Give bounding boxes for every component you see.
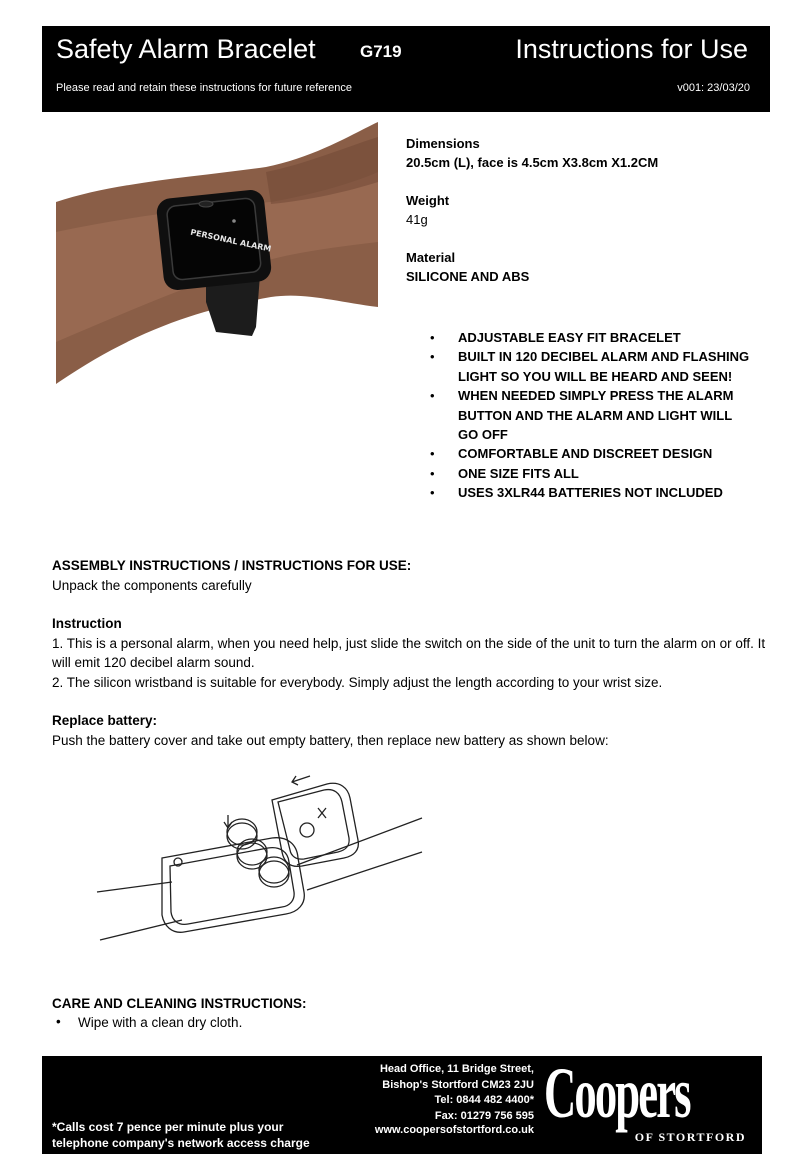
call-cost-note-line-1: *Calls cost 7 pence per minute plus your bbox=[52, 1120, 284, 1134]
assembly-section bbox=[52, 556, 772, 595]
weight-value: 41g bbox=[406, 212, 428, 227]
battery-section bbox=[52, 711, 772, 750]
dimensions-value: 20.5cm (L), face is 4.5cm X3.8cm X1.2CM bbox=[406, 155, 659, 170]
care-heading: CARE AND CLEANING INSTRUCTIONS: bbox=[52, 996, 307, 1011]
address-line-2: Bishop's Stortford CM23 2JU bbox=[382, 1078, 534, 1091]
logo-wordmark: Coopers bbox=[544, 1053, 690, 1133]
feature-item: • ADJUSTABLE EASY FIT BRACELET bbox=[430, 328, 750, 347]
call-cost-note bbox=[52, 1120, 310, 1151]
feature-item: • USES 3XLR44 BATTERIES NOT INCLUDED bbox=[430, 483, 750, 502]
call-cost-note-line-2: telephone company's network access charge bbox=[52, 1135, 310, 1150]
assembly-text: Unpack the components carefully bbox=[52, 577, 252, 593]
alarm-screen-label: PERSONAL ALARM bbox=[189, 227, 273, 254]
footer-banner bbox=[42, 1053, 762, 1154]
instruction-section bbox=[52, 614, 772, 692]
battery-diagram bbox=[92, 770, 432, 950]
material-value: SILICONE AND ABS bbox=[406, 269, 530, 284]
fax: Fax: 01279 756 595 bbox=[434, 1109, 534, 1122]
address-line-1: Head Office, 11 Bridge Street, bbox=[379, 1063, 534, 1075]
document-title: Safety Alarm Bracelet bbox=[56, 34, 316, 64]
weight-label: Weight bbox=[406, 193, 450, 208]
website-link[interactable]: www.coopersofstortford.co.uk bbox=[374, 1124, 534, 1136]
company-address bbox=[342, 1062, 534, 1124]
feature-item: • COMFORTABLE AND DISCREET DESIGN bbox=[430, 444, 750, 463]
document-type: Instructions for Use bbox=[515, 34, 748, 64]
header-banner bbox=[42, 26, 770, 112]
battery-heading: Replace battery: bbox=[52, 713, 158, 728]
material-label: Material bbox=[406, 250, 456, 265]
telephone: Tel: 0844 482 4400* bbox=[434, 1094, 534, 1106]
dimensions-label: Dimensions bbox=[406, 136, 480, 151]
battery-text: Push the battery cover and take out empty battery, then replace new battery as shown below: bbox=[52, 732, 609, 748]
specifications bbox=[406, 134, 658, 305]
care-item: • Wipe with a clean dry cloth. bbox=[52, 1015, 242, 1030]
version-label: v001: 23/03/20 bbox=[677, 82, 750, 94]
logo-subtitle: OF STORTFORD bbox=[634, 1130, 746, 1144]
feature-item: • WHEN NEEDED SIMPLY PRESS THE ALARM BUTTON AND THE ALARM AND LIGHT WILL GO OFF bbox=[430, 386, 750, 444]
care-section bbox=[52, 994, 772, 1014]
feature-item: • ONE SIZE FITS ALL bbox=[430, 464, 750, 483]
feature-item: • BUILT IN 120 DECIBEL ALARM AND FLASHING LIGHT SO YOU WILL BE HEARD AND SEEN! bbox=[430, 347, 750, 386]
coopers-logo bbox=[542, 1053, 760, 1150]
product-code: G719 bbox=[360, 42, 402, 61]
product-photo bbox=[56, 122, 378, 384]
assembly-heading: ASSEMBLY INSTRUCTIONS / INSTRUCTIONS FOR USE: bbox=[52, 558, 412, 573]
care-list bbox=[52, 1015, 242, 1030]
instruction-step-1: 1. This is a personal alarm, when you need help, just slide the switch on the side of the unit to turn the alarm on or off. It will emit 120 decibel alarm sound. bbox=[52, 635, 766, 670]
instruction-heading: Instruction bbox=[52, 616, 122, 631]
header-subtitle: Please read and retain these instructions for future reference bbox=[56, 82, 352, 94]
feature-list bbox=[430, 328, 750, 503]
instruction-step-2: 2. The silicon wristband is suitable for everybody. Simply adjust the length according to your wrist size. bbox=[52, 674, 663, 690]
